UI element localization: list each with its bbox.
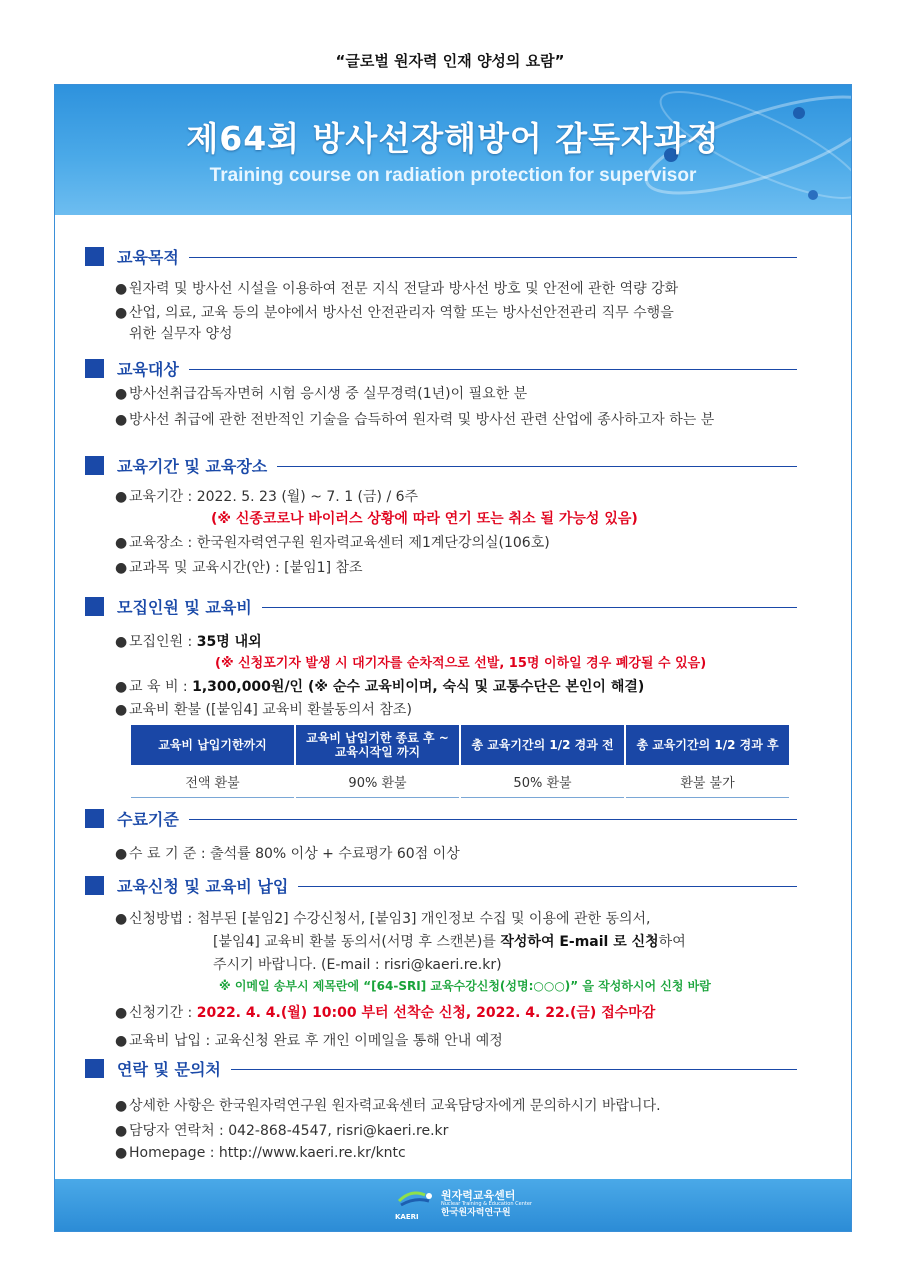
section-square-icon (85, 247, 104, 266)
section-title: 모집인원 및 교육비 (117, 595, 262, 618)
section-title: 수료기준 (117, 807, 189, 830)
refund-text: ● 교육비 환불 ([붙임4] 교육비 환불동의서 참조) (115, 702, 412, 718)
purpose-item-1: ● 원자력 및 방사선 시설을 이용하여 전문 지식 전달과 방사선 방호 및 안전에 관한 역량 강화 (115, 281, 679, 297)
contact-line2: ● 담당자 연락처 : 042-868-4547, risri@kaeri.re.kr (115, 1123, 449, 1139)
refund-header-cell: 교육비 납입기한 종료 후 ~ 교육시작일 까지 (296, 725, 459, 765)
section-title: 교육신청 및 교육비 납입 (117, 874, 298, 897)
section-square-icon (85, 456, 104, 475)
purpose-item-2-cont: 위한 실무자 양성 (129, 326, 233, 342)
bullet-icon: ● (115, 1005, 128, 1021)
target-item-1: ● 방사선취급감독자면허 시험 응시생 중 실무경력(1년)이 필요한 분 (115, 386, 528, 402)
section-target (85, 357, 797, 379)
contact-homepage[interactable]: ● Homepage : http://www.kaeri.re.kr/kntc (115, 1145, 406, 1161)
apply-method-line1: ● 신청방법 : 첨부된 [붙임2] 수강신청서, [붙임3] 개인정보 수집 및 이용에 관한 동의서, (115, 911, 651, 927)
banner (55, 85, 851, 215)
subjects-text: ● 교과목 및 교육시간(안) : [붙임1] 참조 (115, 560, 363, 576)
section-period (85, 454, 797, 476)
bullet-icon: ● (115, 1033, 128, 1049)
refund-value-cell: 50% 환불 (461, 765, 624, 798)
course-title: 제64회 방사선장해방어 감독자과정 (186, 119, 720, 158)
bullet-icon: ● (115, 634, 128, 650)
section-purpose (85, 245, 797, 267)
section-title: 연락 및 문의처 (117, 1057, 231, 1080)
apply-method-line2: [붙임4] 교육비 환불 동의서(서명 후 스캔본)를 작성하여 E-mail 로 신청하여 (213, 934, 686, 950)
section-contact (85, 1057, 797, 1079)
section-square-icon (85, 359, 104, 378)
bullet-icon: ● (115, 489, 128, 505)
bullet-icon: ● (115, 386, 128, 402)
bullet-icon: ● (115, 911, 128, 927)
refund-value-cell: 환불 불가 (626, 765, 789, 798)
apply-method-line3: 주시기 바랍니다. (E-mail : risri@kaeri.re.kr) (213, 957, 502, 973)
section-rule (117, 369, 797, 370)
section-apply (85, 874, 797, 896)
refund-value-cell: 90% 환불 (296, 765, 459, 798)
bullet-icon: ● (115, 560, 128, 576)
section-square-icon (85, 597, 104, 616)
refund-table-header (131, 725, 789, 765)
refund-value-cell: 전액 환불 (131, 765, 294, 798)
kaeri-mark-icon: KAERI (395, 1187, 437, 1221)
period-note: (※ 신종코로나 바이러스 상황에 따라 연기 또는 취소 될 가능성 있음) (211, 511, 638, 527)
bullet-icon: ● (115, 281, 128, 297)
recruit-note: (※ 신청포기자 발생 시 대기자를 순차적으로 선발, 15명 이하일 경우 폐강될 수 있음) (215, 656, 707, 671)
place-text: ● 교육장소 : 한국원자력연구원 원자력교육센터 제1계단강의실(106호) (115, 535, 550, 551)
bullet-icon: ● (115, 412, 128, 428)
refund-table-row (131, 765, 789, 798)
section-square-icon (85, 876, 104, 895)
bullet-icon: ● (115, 1098, 128, 1114)
bullet-icon: ● (115, 702, 128, 718)
section-square-icon (85, 1059, 104, 1078)
kaeri-logo (395, 1187, 532, 1221)
bullet-icon: ● (115, 679, 128, 695)
bullet-icon: ● (115, 305, 128, 321)
period-text: ● 교육기간 : 2022. 5. 23 (월) ~ 7. 1 (금) / 6주 (115, 489, 419, 505)
bullet-icon: ● (115, 535, 128, 551)
target-item-2: ● 방사선 취급에 관한 전반적인 기술을 습득하여 원자력 및 방사선 관련 산업에 종사하고자 하는 분 (115, 412, 715, 428)
contact-line1: ● 상세한 사항은 한국원자력연구원 원자력교육센터 교육담당자에게 문의하시기 바랍니다. (115, 1098, 661, 1114)
poster-frame (54, 84, 852, 1232)
section-recruit (85, 595, 797, 617)
refund-header-cell: 교육비 납입기한까지 (131, 725, 294, 765)
apply-payment: ● 교육비 납입 : 교육신청 완료 후 개인 이메일을 통해 안내 예정 (115, 1033, 503, 1049)
apply-period: ● 신청기간 : 2022. 4. 4.(월) 10:00 부터 선착순 신청, 2022. 4. 22.(금) 접수마감 (115, 1005, 656, 1021)
bullet-icon: ● (115, 846, 128, 862)
section-completion (85, 807, 797, 829)
logo-text: 원자력교육센터 Nuclear Training & Education Center 한국원자력연구원 (441, 1188, 532, 1219)
course-subtitle: Training course on radiation protection for supervisor (209, 165, 697, 186)
purpose-item-2: ● 산업, 의료, 교육 등의 분야에서 방사선 안전관리자 역할 또는 방사선안전관리 직무 수행을 (115, 305, 674, 321)
footer (55, 1179, 851, 1231)
refund-header-cell: 총 교육기간의 1/2 경과 후 (626, 725, 789, 765)
section-rule (117, 819, 797, 820)
section-title: 교육기간 및 교육장소 (117, 454, 277, 477)
bullet-icon: ● (115, 1145, 128, 1161)
section-title: 교육대상 (117, 357, 189, 380)
section-title: 교육목적 (117, 245, 189, 268)
recruit-count: ● 모집인원 : 35명 내외 (115, 634, 262, 650)
recruit-fee: ● 교 육 비 : 1,300,000원/인 (※ 순수 교육비이며, 숙식 및 교통수단은 본인이 해결) (115, 679, 645, 695)
section-rule (117, 257, 797, 258)
refund-table (129, 725, 791, 798)
completion-criteria: ● 수 료 기 준 : 출석률 80% 이상 + 수료평가 60점 이상 (115, 846, 460, 862)
apply-method-note: ※ 이메일 송부시 제목란에 “[64-SRI] 교육수강신청(성명:○○○)” 을 작성하시어 신청 바람 (219, 979, 711, 993)
refund-header-cell: 총 교육기간의 1/2 경과 전 (461, 725, 624, 765)
tagline: “글로벌 원자력 인재 양성의 요람” (335, 52, 565, 70)
section-square-icon (85, 809, 104, 828)
bullet-icon: ● (115, 1123, 128, 1139)
